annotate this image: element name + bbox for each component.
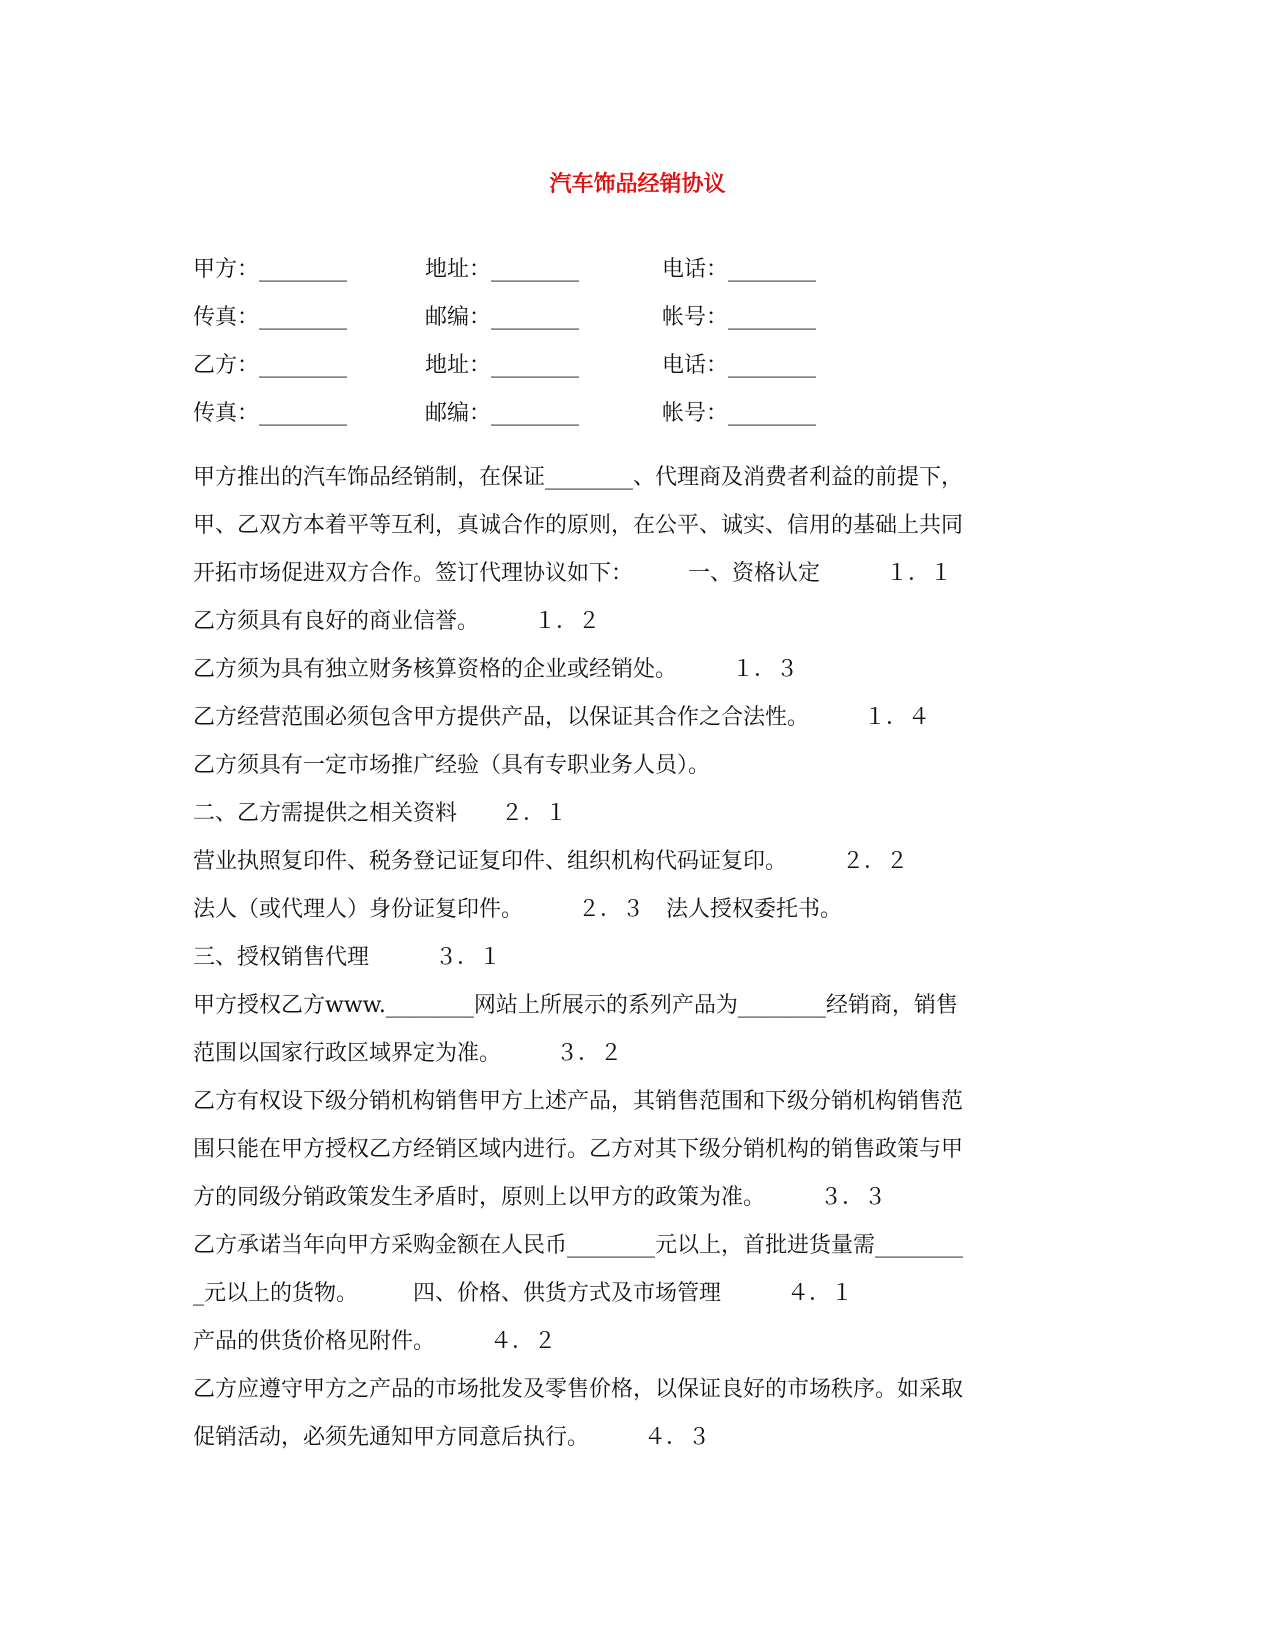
- body-line: 甲方授权乙方www.________网站上所展示的系列产品为________经销商，销售: [193, 993, 958, 1018]
- phone-field: 电话：________: [662, 257, 817, 282]
- body-line: 乙方须具有良好的商业信誉。 １．２: [193, 609, 601, 634]
- body-line: 方的同级分销政策发生矛盾时，原则上以甲方的政策为准。 ３．３: [193, 1185, 887, 1210]
- body-line: 乙方须具有一定市场推广经验（具有专职业务人员）。: [193, 753, 711, 778]
- body-line: 开拓市场促进双方合作。签订代理协议如下： 一、资格认定 １．１: [193, 561, 953, 586]
- fax-field: 传真：________: [193, 401, 348, 426]
- body-line: 围只能在甲方授权乙方经销区域内进行。乙方对其下级分销机构的销售政策与甲: [193, 1137, 964, 1162]
- fax-field: 传真：________: [193, 305, 348, 330]
- body-line: 促销活动，必须先通知甲方同意后执行。 ４．３: [193, 1425, 711, 1450]
- body-line: 法人（或代理人）身份证复印件。 ２．３ 法人授权委托书。: [193, 897, 843, 922]
- body-line: 产品的供货价格见附件。 ４．２: [193, 1329, 557, 1354]
- account-field: 帐号：________: [662, 305, 817, 330]
- body-line: 营业执照复印件、税务登记证复印件、组织机构代码证复印。 ２．２: [193, 849, 909, 874]
- body-line: _元以上的货物。 四、价格、供货方式及市场管理 ４．１: [193, 1281, 854, 1306]
- body-line: 甲、乙双方本着平等互利，真诚合作的原则，在公平、诚实、信用的基础上共同: [193, 513, 964, 538]
- body-line: 乙方有权设下级分销机构销售甲方上述产品，其销售范围和下级分销机构销售范: [193, 1089, 964, 1114]
- address-field: 地址：________: [425, 353, 580, 378]
- postcode-field: 邮编：________: [425, 305, 580, 330]
- body-line: 范围以国家行政区域界定为准。 ３．２: [193, 1041, 623, 1066]
- document-title: 汽车饰品经销协议: [549, 171, 726, 197]
- party-b-field: 乙方：________: [193, 353, 348, 378]
- body-line: 乙方应遵守甲方之产品的市场批发及零售价格，以保证良好的市场秩序。如采取: [193, 1377, 964, 1402]
- section-heading: 二、乙方需提供之相关资料 ２．１: [193, 801, 568, 826]
- body-line: 乙方须为具有独立财务核算资格的企业或经销处。 １．３: [193, 657, 799, 682]
- body-line: 甲方推出的汽车饰品经销制，在保证________、代理商及消费者利益的前提下，: [193, 465, 964, 490]
- party-a-field: 甲方：________: [193, 257, 348, 282]
- address-field: 地址：________: [425, 257, 580, 282]
- body-line: 乙方经营范围必须包含甲方提供产品，以保证其合作之合法性。 １．４: [193, 705, 931, 730]
- account-field: 帐号：________: [662, 401, 817, 426]
- body-line: 乙方承诺当年向甲方采购金额在人民币________元以上，首批进货量需________: [193, 1233, 964, 1258]
- phone-field: 电话：________: [662, 353, 817, 378]
- section-heading: 三、授权销售代理 ３．１: [193, 945, 502, 970]
- postcode-field: 邮编：________: [425, 401, 580, 426]
